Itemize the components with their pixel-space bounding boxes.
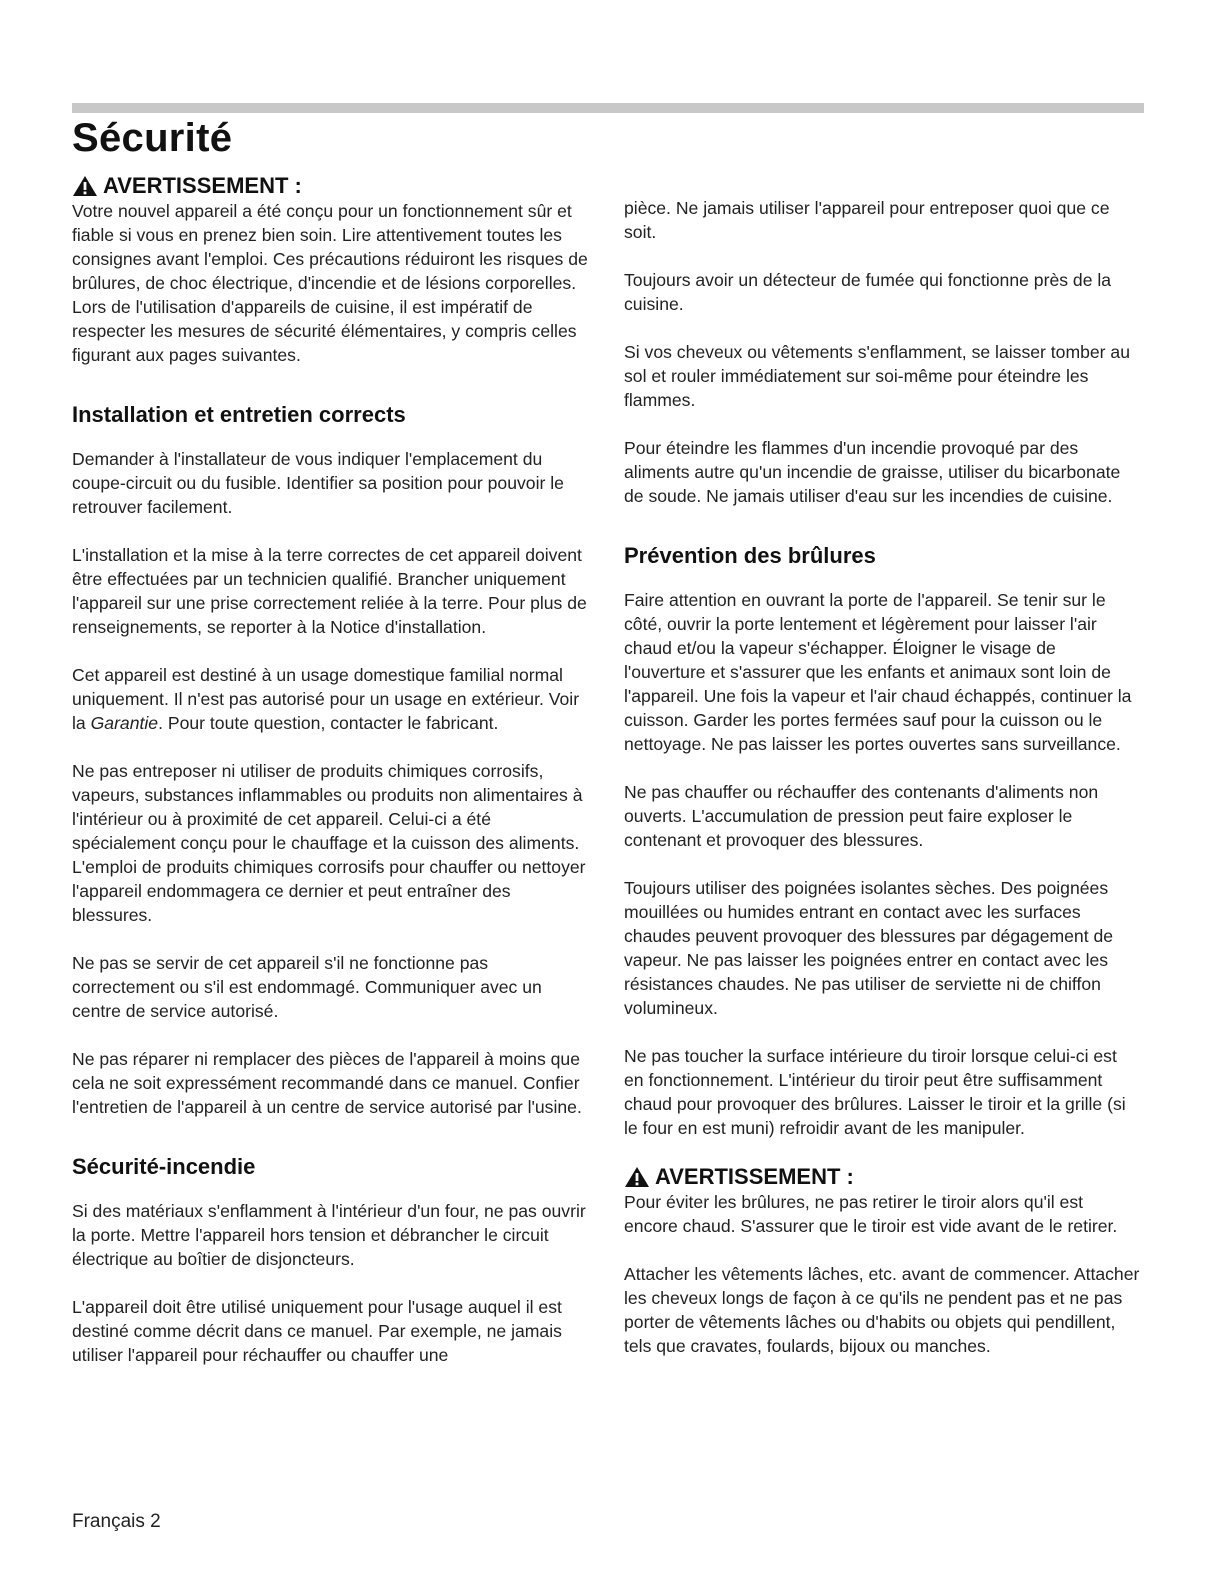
warning-text: Votre nouvel appareil a été conçu pour un fonctionnement sûr et fiable si vous en prenez bien soin. Lire attentivement toutes les consignes avant l'emploi. Ces précautions réduiront les risques de brûlures, de choc électrique, d'incendie et de lésions corporelles. Lors de l'utilisation d'appareils de cuisine, il est impératif de respecter les mesures de sécurité élémentaires, y compris celles figurant aux pages suivantes. <box>72 201 588 365</box>
installation-paragraph-3-start: Cet appareil est destiné à un usage domestique familial normal uniquement. Il n'est pas autorisé pour un usage en extérieur. Voir la <box>72 665 580 733</box>
fire-safety-paragraph-4: Toujours avoir un détecteur de fumée qui fonctionne près de la cuisine. <box>624 270 1112 314</box>
installation-paragraph-1: Demander à l'installateur de vous indiquer l'emplacement du coupe-circuit ou du fusible. Identifier sa position pour pouvoir le retrouver facilement. <box>72 449 564 517</box>
right-column <box>624 196 1140 1382</box>
fire-safety-paragraph-2: L'appareil doit être utilisé uniquement pour l'usage auquel il est destiné comme décrit dans ce manuel. Par exemple, ne jamais utiliser l'appareil pour réchauffer ou chauffer une <box>72 1297 562 1365</box>
installation-paragraph-6: Ne pas réparer ni remplacer des pièces de l'appareil à moins que cela ne soit expressément recommandé dans ce manuel. Confier l'entretien de l'appareil à un centre de service autorisé par l'usine. <box>72 1049 582 1117</box>
warning-text-2: Pour éviter les brûlures, ne pas retirer le tiroir alors qu'il est encore chaud. S'assurer que le tiroir est vide avant de le retirer. <box>624 1192 1118 1236</box>
warning-heading <box>72 173 588 199</box>
page-footer: Français 2 <box>72 1511 161 1532</box>
installation-paragraph-3 <box>72 663 588 735</box>
installation-paragraph-4: Ne pas entreposer ni utiliser de produits chimiques corrosifs, vapeurs, substances inflammables ou produits non alimentaires à l'intérieur ou à proximité de cet appareil. Celui-ci a été spécialement conçu pour le chauffage et la cuisson des aliments. L'emploi de produits chimiques corrosifs pour chauffer ou nettoyer l'appareil endommagera ce dernier et peut entraîner des blessures. <box>72 761 586 925</box>
section-title-installation: Installation et entretien corrects <box>72 402 406 427</box>
burn-prevention-paragraph-2: Ne pas chauffer ou réchauffer des contenants d'aliments non ouverts. L'accumulation de pression peut faire exploser le contenant et provoquer des blessures. <box>624 782 1099 850</box>
warning-heading-2 <box>624 1164 1140 1190</box>
section-title-fire-safety: Sécurité-incendie <box>72 1154 256 1179</box>
section-title-burn-prevention: Prévention des brûlures <box>624 543 876 568</box>
burn-prevention-paragraph-5: Attacher les vêtements lâches, etc. avant de commencer. Attacher les cheveux longs de façon à ce qu'ils ne pendent pas et ne pas porter de vêtements lâches ou d'habits ou objets qui pendillent, tels que cravates, foulards, bijoux ou manches. <box>624 1264 1140 1356</box>
burn-prevention-paragraph-3: Toujours utiliser des poignées isolantes sèches. Des poignées mouillées ou humides entrant en contact avec les surfaces chaudes peuvent provoquer des blessures par dégagement de vapeur. Ne pas laisser les poignées entrer en contact avec les résistances chaudes. Ne pas utiliser de serviette ni de chiffon volumineux. <box>624 878 1114 1018</box>
burn-prevention-paragraph-1: Faire attention en ouvrant la porte de l'appareil. Se tenir sur le côté, ouvrir la porte lentement et légèrement pour laisser l'air chaud et/ou la vapeur s'échapper. Éloigner le visage de l'ouverture et s'assurer que les enfants et animaux sont loin de l'appareil. Une fois la vapeur et l'air chaud échappés, continuer la cuisson. Garder les portes fermées sauf pour la cuisson ou le nettoyage. Ne pas laisser les portes ouvertes sans surveillance. <box>624 590 1132 754</box>
warning-title: AVERTISSEMENT : <box>103 173 302 198</box>
warranty-reference: Garantie <box>90 713 159 733</box>
installation-paragraph-5: Ne pas se servir de cet appareil s'il ne fonctionne pas correctement ou s'il est endommagé. Communiquer avec un centre de service autorisé. <box>72 953 542 1021</box>
header-rule <box>72 103 1144 113</box>
fire-safety-paragraph-5: Si vos cheveux ou vêtements s'enflamment, se laisser tomber au sol et rouler immédiatement sur soi-même pour éteindre les flammes. <box>624 342 1130 410</box>
fire-safety-paragraph-3: pièce. Ne jamais utiliser l'appareil pour entreposer quoi que ce soit. <box>624 198 1110 242</box>
installation-paragraph-2: L'installation et la mise à la terre correctes de cet appareil doivent être effectuées par un technicien qualifié. Brancher uniquement l'appareil sur une prise correctement reliée à la terre. Pour plus de renseignements, se reporter à la Notice d'installation. <box>72 545 587 637</box>
installation-paragraph-3-end: . Pour toute question, contacter le fabricant. <box>158 713 499 733</box>
fire-safety-paragraph-1: Si des matériaux s'enflamment à l'intérieur d'un four, ne pas ouvrir la porte. Mettre l'appareil hors tension et débrancher le circuit électrique au boîtier de disjoncteurs. <box>72 1201 586 1269</box>
left-column <box>72 173 588 1391</box>
warning-title-2: AVERTISSEMENT : <box>655 1164 854 1189</box>
fire-safety-paragraph-6: Pour éteindre les flammes d'un incendie provoqué par des aliments autre qu'un incendie de graisse, utiliser du bicarbonate de soude. Ne jamais utiliser d'eau sur les incendies de cuisine. <box>624 438 1121 506</box>
warning-triangle-icon <box>72 175 98 197</box>
burn-prevention-paragraph-4: Ne pas toucher la surface intérieure du tiroir lorsque celui-ci est en fonctionnement. L'intérieur du tiroir peut être suffisamment chaud pour provoquer des brûlures. Laisser le tiroir et la grille (si le four en est muni) refroidir avant de les manipuler. <box>624 1046 1126 1138</box>
warning-triangle-icon <box>624 1166 650 1188</box>
page-title: Sécurité <box>72 116 233 160</box>
